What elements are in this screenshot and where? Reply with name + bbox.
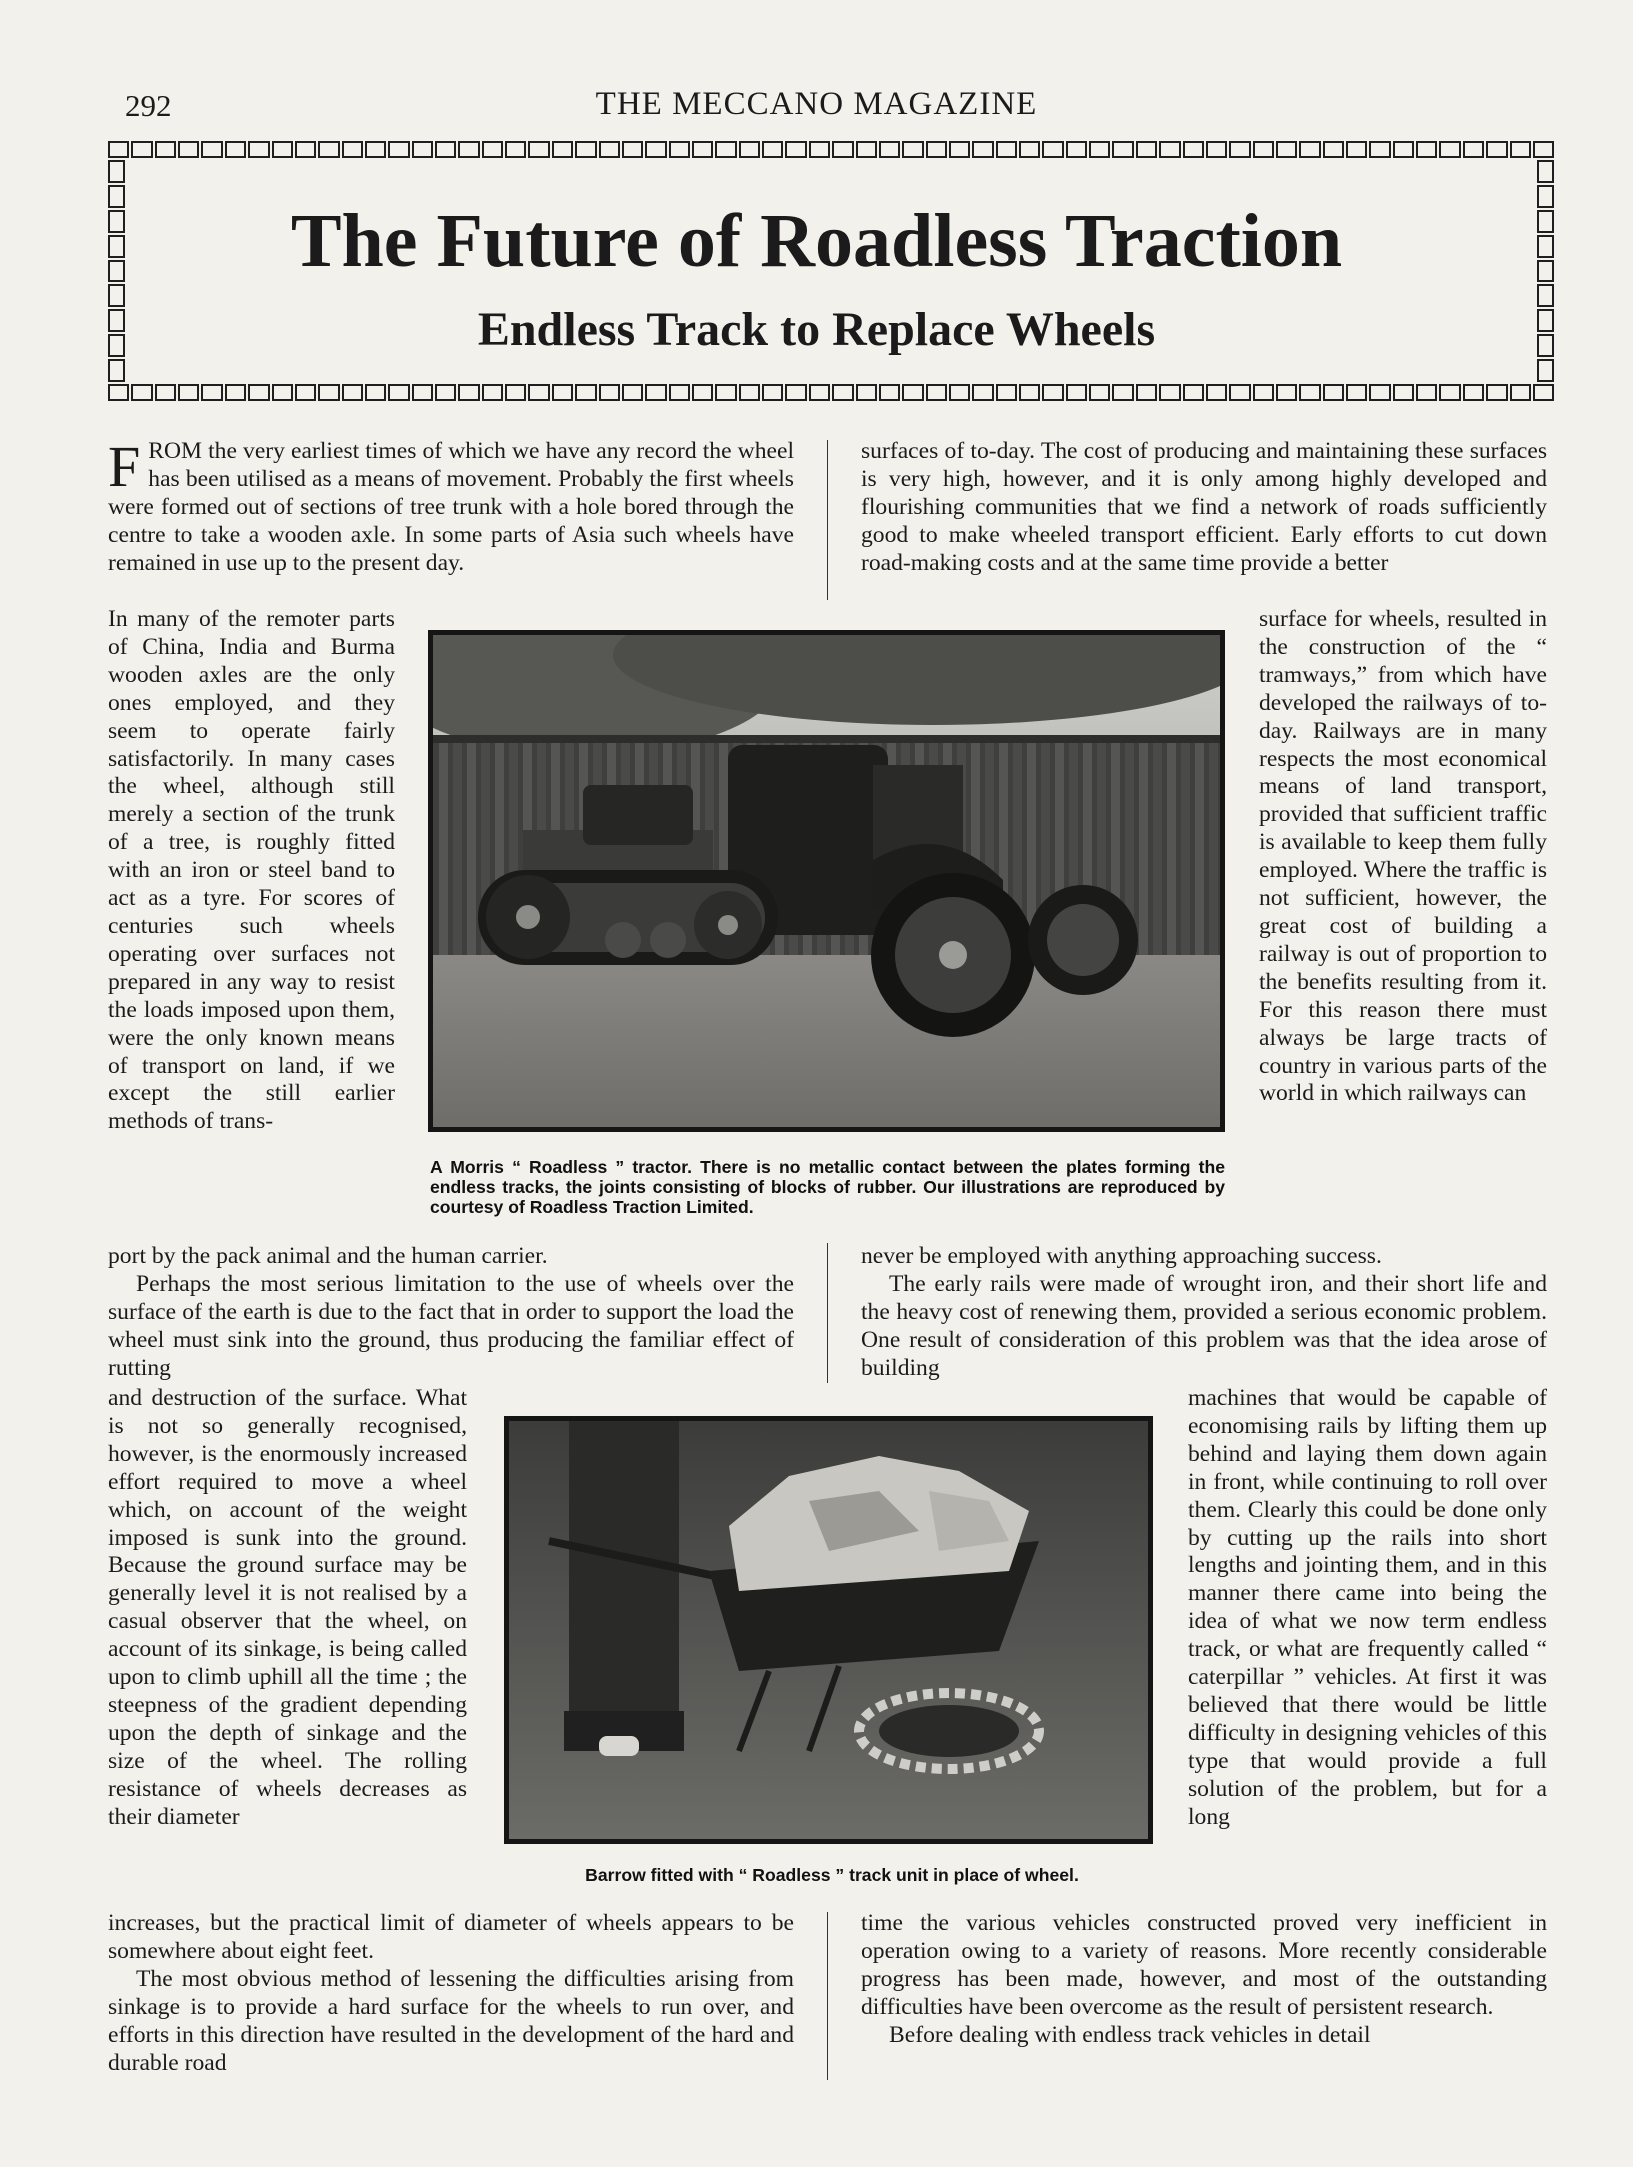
border-box (505, 384, 526, 401)
border-box (762, 141, 783, 158)
border-box (692, 141, 713, 158)
border-box (785, 141, 806, 158)
right-column-bottom (861, 1910, 1547, 2050)
border-box (248, 384, 269, 401)
border-box (739, 141, 760, 158)
border-box (1136, 384, 1157, 401)
border-box (715, 141, 736, 158)
border-box (1159, 384, 1180, 401)
body-text: increases, but the practical limit of diameter of wheels appears to be somewhere about eight feet. (108, 1910, 794, 1964)
article-title: The Future of Roadless Traction (290, 199, 1343, 283)
fence-slat (1209, 743, 1218, 955)
fence-slat (1153, 743, 1162, 955)
border-box (575, 141, 596, 158)
border-box (1510, 141, 1531, 158)
border-box (225, 141, 246, 158)
border-box (342, 141, 363, 158)
border-box (575, 384, 596, 401)
border-box (1019, 384, 1040, 401)
border-box (365, 384, 386, 401)
border-box (1463, 384, 1484, 401)
border-box (856, 141, 877, 158)
border-box (1253, 141, 1274, 158)
border-box (926, 141, 947, 158)
border-box (879, 141, 900, 158)
border-box (108, 141, 129, 158)
border-box (1369, 384, 1390, 401)
tractor-caption: A Morris “ Roadless ” tractor. There is no metallic contact between the plates forming the endless tracks, the joints consisting of blocks of rubber. Our illustrations are reproduced by courtesy of Roadless Traction Limited. (430, 1157, 1225, 1217)
border-box (131, 384, 152, 401)
border-box (108, 359, 125, 382)
border-box (1299, 141, 1320, 158)
border-box (1486, 384, 1507, 401)
border-box (1183, 384, 1204, 401)
border-box (926, 384, 947, 401)
border-box (318, 384, 339, 401)
border-box (295, 141, 316, 158)
border-box (1393, 141, 1414, 158)
border-box (739, 384, 760, 401)
border-box (388, 384, 409, 401)
body-text: The early rails were made of wrought iron, and their short life and the heavy cost of renewing them, provided a serious economic problem. One result of consideration of this problem was that the idea arose of building (861, 1270, 1547, 1381)
border-box (1486, 141, 1507, 158)
border-box (365, 141, 386, 158)
border-box (972, 384, 993, 401)
border-box (1393, 384, 1414, 401)
left-wrap-text: In many of the remoter parts of China, India and Burma wooden axles are the only ones employed, and they seem to operate fairly satisfactorily. In many cases the wheel, although still merely a section of the trunk of a tree, is roughly fitted with an iron or steel band to act as a tyre. For scores of centuries such wheels operating over surfaces not prepared in any way to resist the loads imposed upon them, were the only known means of transport on land, if we except the still earlier methods of trans- (108, 606, 395, 1135)
fence-slat (1195, 743, 1204, 955)
fence-slat (467, 743, 476, 955)
body-text: never be employed with anything approaching success. (861, 1243, 1382, 1269)
tractor-photo (428, 630, 1225, 1132)
border-box (949, 141, 970, 158)
border-box (645, 141, 666, 158)
body-text: The most obvious method of lessening the difficulties arising from sinkage is to provide a hard surface for the wheels to run over, and efforts in this direction have resulted in the development of the hard and durable road (108, 1965, 794, 2076)
border-box (1159, 141, 1180, 158)
column-rule (827, 1243, 828, 1383)
border-box (1112, 384, 1133, 401)
fence-slat (1139, 743, 1148, 955)
border-box (1510, 384, 1531, 401)
border-box (108, 384, 129, 401)
body-text: surfaces of to-day. The cost of producing and maintaining these surfaces is very high, however, and it is only among highly developed and flourishing communities that we find a network of roads sufficiently good to make wheeled transport efficient. Early efforts to cut down road-making costs and at the same time provide a better (861, 438, 1547, 576)
border-box (482, 384, 503, 401)
border-box (1183, 141, 1204, 158)
border-box (1206, 384, 1227, 401)
border-box (272, 141, 293, 158)
border-box (1019, 141, 1040, 158)
border-box (201, 141, 222, 158)
border-box (1533, 141, 1554, 158)
border-box (552, 384, 573, 401)
border-box (388, 141, 409, 158)
border-box (599, 384, 620, 401)
border-box (902, 141, 923, 158)
border-box (692, 384, 713, 401)
border-box (108, 160, 125, 183)
border-box (155, 384, 176, 401)
column-rule (827, 1912, 828, 2080)
right-column-mid (861, 1243, 1547, 1383)
border-box (809, 141, 830, 158)
border-box (1346, 141, 1367, 158)
drop-cap: F (108, 434, 141, 499)
border-box (1136, 141, 1157, 158)
border-box (1042, 384, 1063, 401)
border-box (972, 141, 993, 158)
fence-slat (1167, 743, 1176, 955)
border-box (458, 384, 479, 401)
border-box (435, 141, 456, 158)
body-text: Before dealing with endless track vehicles in detail (889, 2021, 1371, 2048)
body-text: time the various vehicles constructed proved very inefficient in operation owing to a variety of reasons. More recently considerable progress has been made, however, and most of the outstanding difficulties have been overcome as the result of persistent research. (861, 1910, 1547, 2020)
border-box (949, 384, 970, 401)
fence-slat (453, 743, 462, 955)
border-box (201, 384, 222, 401)
border-box (528, 384, 549, 401)
border-box (856, 384, 877, 401)
border-box (1463, 141, 1484, 158)
border-box (669, 141, 690, 158)
right-wrap-text: machines that would be capable of economising rails by lifting them up behind and laying them down again in front, while continuing to roll over them. Clearly this could be done only by cutting up the rails into short lengths and jointing them, and in this manner there came into being the idea of what we now term endless track, or what are frequently called “ caterpillar ” vehicles. At first it was believed that there would be little difficulty in designing vehicles of this type that would provide a full solution of the problem, but for a long (1188, 1385, 1547, 1830)
border-box (295, 384, 316, 401)
fence-slat (439, 743, 448, 955)
border-box (412, 384, 433, 401)
border-box (1276, 141, 1297, 158)
tractor-illustration (433, 635, 1220, 1127)
body-text: Perhaps the most serious limitation to the use of wheels over the surface of the earth is due to the fact that in order to support the load the wheel must sink into the ground, thus producing the familiar effect of rutting (108, 1270, 794, 1381)
right-wrap-text: surface for wheels, resulted in the construction of the “ tramways,” from which have developed the railways of to-day. Railways are in many respects the most economical means of land transport, provided that sufficient traffic is available to keep them fully employed. Where the traffic is not sufficient, however, the great cost of building a railway is out of proportion to the benefits resulting from it. For this reason there must always be large tracts of country in various parts of the world in which railways can (1259, 606, 1547, 1107)
border-box (715, 384, 736, 401)
border-box (412, 141, 433, 158)
left-column-bottom (108, 1910, 794, 2077)
fence-slats (433, 735, 1220, 743)
border-box (832, 384, 853, 401)
border-box (832, 141, 853, 158)
border-box (1206, 141, 1227, 158)
border-box (1323, 384, 1344, 401)
border-box (1439, 384, 1460, 401)
border-box (1089, 384, 1110, 401)
border-box (1346, 384, 1367, 401)
left-column-top (108, 434, 794, 578)
border-box (1276, 384, 1297, 401)
body-text: port by the pack animal and the human carrier. (108, 1243, 548, 1269)
border-box (155, 141, 176, 158)
column-rule (827, 440, 828, 600)
border-box (1229, 141, 1250, 158)
left-column-mid (108, 1243, 794, 1383)
border-box (1439, 141, 1460, 158)
running-head: THE MECCANO MAGAZINE (595, 86, 1038, 122)
border-box (225, 384, 246, 401)
border-box (1089, 141, 1110, 158)
border-box (482, 141, 503, 158)
border-box (669, 384, 690, 401)
border-box (1042, 141, 1063, 158)
border-box (599, 141, 620, 158)
border-box (1323, 141, 1344, 158)
border-box (318, 141, 339, 158)
right-column-top (861, 438, 1547, 578)
border-box (131, 141, 152, 158)
page-number: 292 (125, 88, 172, 123)
border-box (342, 384, 363, 401)
border-box (1066, 384, 1087, 401)
border-box (435, 384, 456, 401)
border-box (458, 141, 479, 158)
border-box (785, 384, 806, 401)
article-subtitle: Endless Track to Replace Wheels (477, 303, 1156, 356)
border-box (272, 384, 293, 401)
border-box (879, 384, 900, 401)
border-box (622, 141, 643, 158)
border-box (809, 384, 830, 401)
border-box (1066, 141, 1087, 158)
border-box (1537, 359, 1554, 382)
border-box (178, 141, 199, 158)
border-box (1299, 384, 1320, 401)
border-box (902, 384, 923, 401)
border-box (1112, 141, 1133, 158)
border-box (528, 141, 549, 158)
border-box (1229, 384, 1250, 401)
body-text: ROM the very earliest times of which we have any record the wheel has been utilised as a means of movement. Probably the first wheels were formed out of sections of tree trunk with a hole bored through the centre to take a wooden axle. In some parts of Asia such wheels have remained in use up to the present day. (108, 438, 794, 576)
border-box (1533, 384, 1554, 401)
worker-figure (564, 1421, 684, 1756)
border-box (1416, 141, 1437, 158)
border-box (248, 141, 269, 158)
border-box (1253, 384, 1274, 401)
border-box (505, 141, 526, 158)
fence-slat (1181, 743, 1190, 955)
border-box (645, 384, 666, 401)
border-box (996, 141, 1017, 158)
barrow-photo (504, 1416, 1153, 1844)
border-box (1416, 384, 1437, 401)
border-box (1369, 141, 1390, 158)
border-box (622, 384, 643, 401)
left-wrap-text: and destruction of the surface. What is not so generally recognised, however, is the enormously increased effort required to move a wheel which, on account of the weight imposed is sunk into the ground. Because the ground surface may be generally level it is not realised by a casual observer that the wheel, on account of its sinkage, is being called upon to climb uphill all the time ; the steepness of the gradient depending upon the depth of sinkage and the size of the wheel. The rolling resistance of wheels decreases as their diameter (108, 1385, 467, 1830)
border-box (762, 384, 783, 401)
border-box (178, 384, 199, 401)
barrow-illustration (509, 1421, 1148, 1839)
barrow-caption: Barrow fitted with “ Roadless ” track unit in place of wheel. (585, 1865, 1079, 1885)
border-box (552, 141, 573, 158)
border-box (1537, 160, 1554, 183)
border-box (996, 384, 1017, 401)
